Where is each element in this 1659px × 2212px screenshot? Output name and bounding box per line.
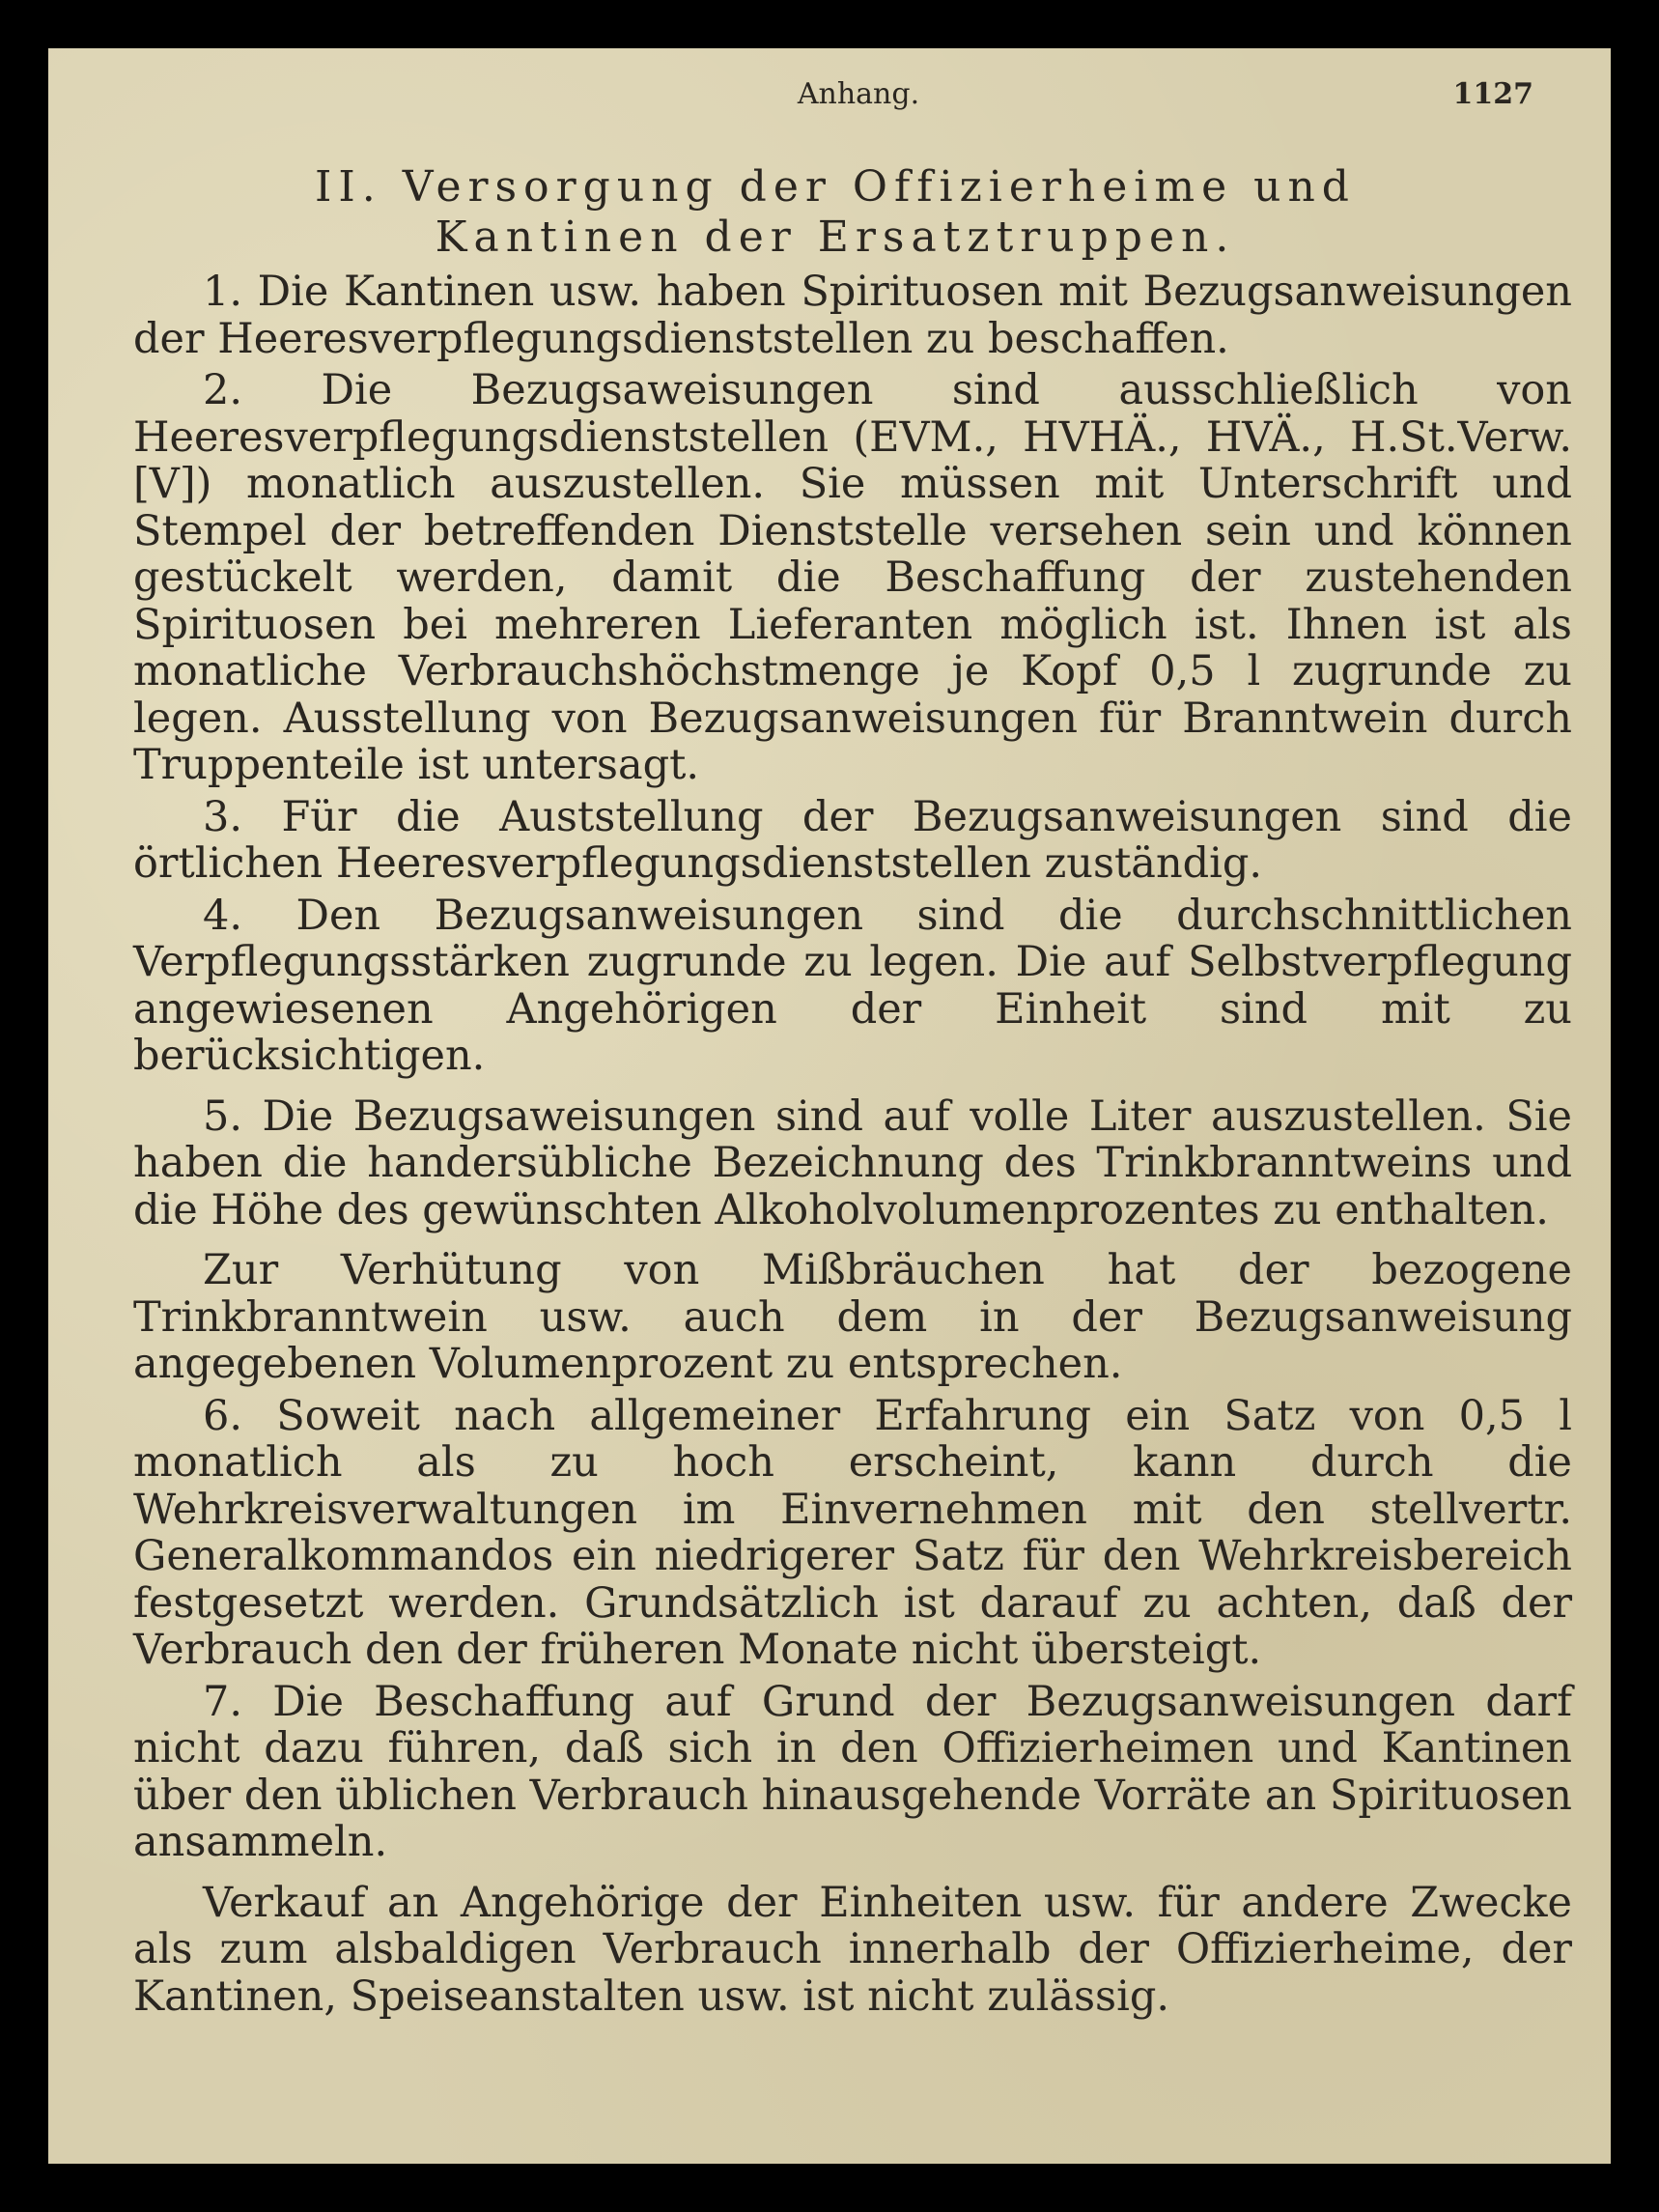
paragraph-4: 4. Den Bezugsanweisungen sind die durchschnittlichen Verpflegungsstärken zugrunde zu legen. Die auf Selbstverpflegung angewiesenen Angehörigen der Einheit sind mit zu berücksichtigen. (133, 891, 1572, 1080)
paragraph-1: 1. Die Kantinen usw. haben Spirituosen mit Bezugsanweisungen der Heeresverpflegungsdienststellen zu beschaffen. (133, 268, 1572, 363)
paragraph-3: 3. Für die Auststellung der Bezugsanweisungen sind die örtlichen Heeresverpflegungsdienststellen zuständig. (133, 792, 1572, 888)
paragraph-5-continued: Zur Verhütung von Mißbräuchen hat der bezogene Trinkbranntwein usw. auch dem in der Bezugsanweisung angegebenen Volumenprozent zu entsprechen. (133, 1246, 1572, 1388)
paragraph-7-continued: Verkauf an Angehörige der Einheiten usw. für andere Zwecke als zum alsbaldigen Verbrauch innerhalb der Offizierheime, der Kantinen, Speiseanstalten usw. ist nicht zulässig. (133, 1878, 1572, 2021)
body-text (133, 269, 1572, 2025)
section-title-line-1: II. Versorgung der Offizierheime und (315, 162, 1356, 212)
book-page (48, 48, 1611, 2164)
paragraph-5: 5. Die Bezugsaweisungen sind auf volle Liter auszustellen. Sie haben die handersübliche Bezeichnung des Trinkbranntweins und die Höhe des gewünschten Alkoholvolumenprozentes zu enthalten. (133, 1092, 1572, 1234)
paragraph-7: 7. Die Beschaffung auf Grund der Bezugsanweisungen darf nicht dazu führen, daß sich in den Offizierheimen und Kantinen über den üblichen Verbrauch hinausgehende Vorräte an Spirituosen ansammeln. (133, 1677, 1572, 1866)
page-header (48, 77, 1611, 120)
section-title-line-2: Kantinen der Ersatztruppen. (435, 213, 1236, 262)
paragraph-2: 2. Die Bezugsaweisungen sind ausschließlich von Heeresverpflegungsdienststellen (EVM., HVHÄ., HVÄ., H.St.Verw. [V]) monatlich auszustellen. Sie müssen mit Unterschrift und Stempel der betreffenden Dienststelle versehen sein und können gestückelt werden, damit die Beschaffung der zustehenden Spirituosen bei mehreren Lieferanten möglich ist. Ihnen ist als monatliche Verbrauchshöchstmenge je Kopf 0,5 l zugrunde zu legen. Ausstellung von Bezugsanweisungen für Branntwein durch Truppenteile ist untersagt. (133, 366, 1572, 789)
section-title (135, 162, 1535, 263)
paragraph-6: 6. Soweit nach allgemeiner Erfahrung ein Satz von 0,5 l monatlich als zu hoch erscheint, kann durch die Wehrkreisverwaltungen im Einvernehmen mit den stellvertr. Generalkommandos ein niedrigerer Satz für den Wehrkreisbereich festgesetzt werden. Grundsätzlich ist darauf zu achten, daß der Verbrauch den der früheren Monate nicht übersteigt. (133, 1391, 1572, 1674)
page-number: 1127 (1452, 77, 1533, 111)
running-head: Anhang. (797, 77, 920, 111)
